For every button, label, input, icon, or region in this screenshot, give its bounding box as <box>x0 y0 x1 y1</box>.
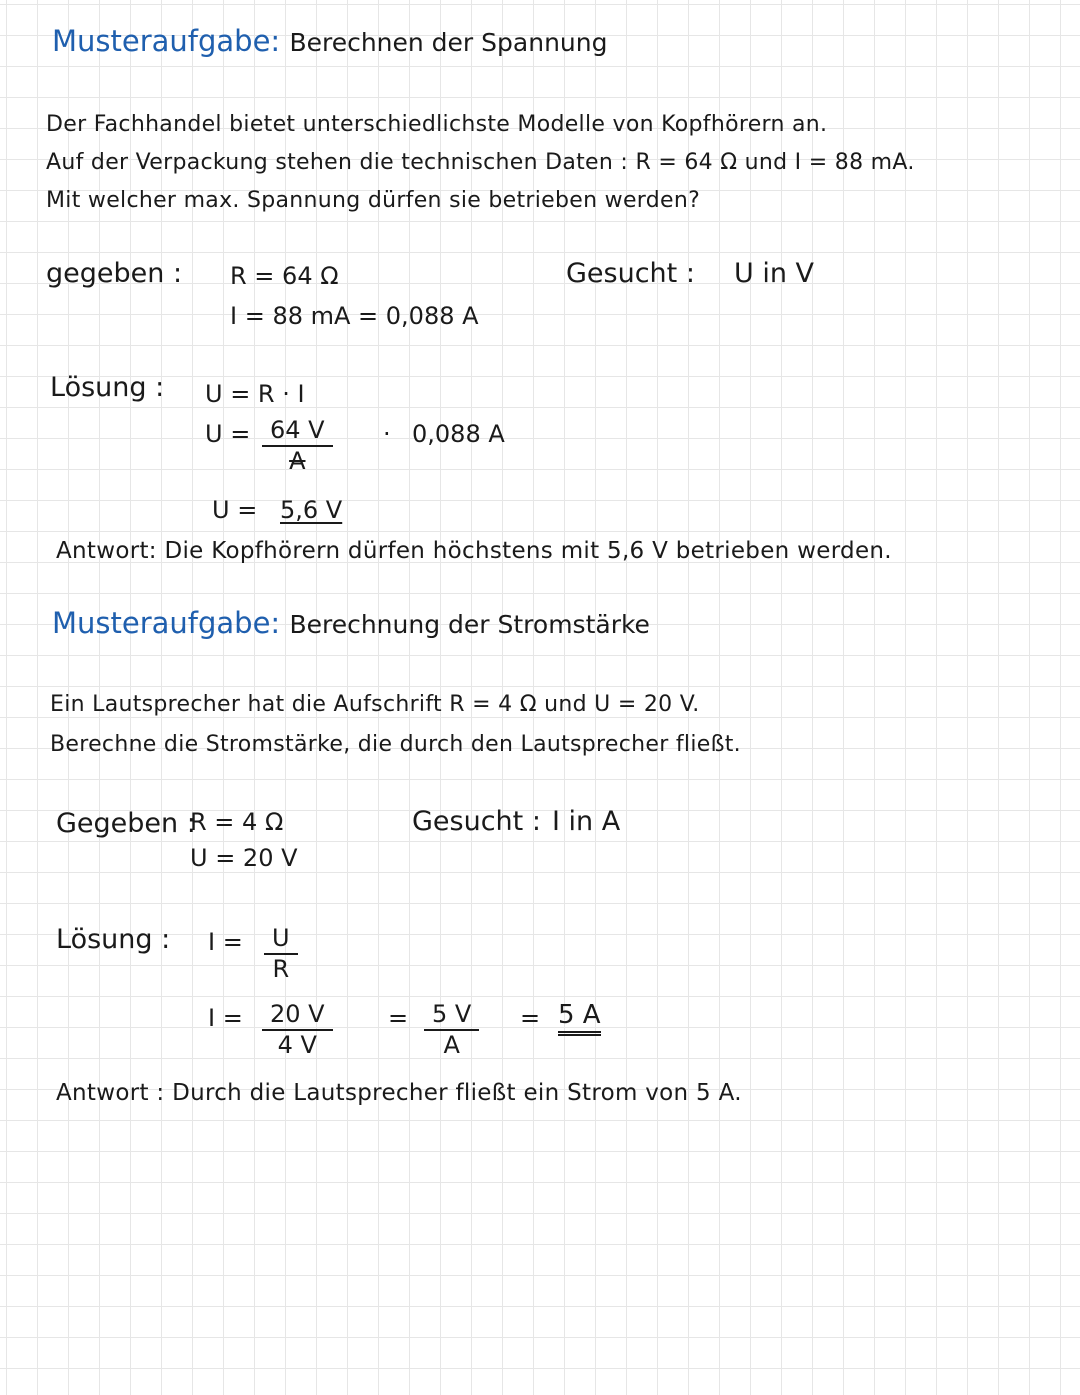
section2-problem-line-2: Berechne die Stromstärke, die durch den Lautsprecher fließt. <box>50 732 741 757</box>
section1-title <box>52 24 607 58</box>
section1-given-r: R = 64 Ω <box>230 262 339 290</box>
section1-calc-lhs: U = <box>205 420 251 448</box>
section2-problem-line-1: Ein Lautsprecher hat die Aufschrift R = 4 Ω und U = 20 V. <box>50 692 700 717</box>
section2-formula-lhs: I = <box>208 928 243 956</box>
section2-sought-value: I in A <box>552 806 621 837</box>
section2-answer-label: Antwort : <box>56 1080 165 1106</box>
section2-title <box>52 606 650 640</box>
section2-title-prefix: Musteraufgabe: <box>52 606 281 640</box>
section2-calc-numerator: 20 V <box>262 1000 333 1031</box>
section1-answer-label: Antwort: <box>56 538 157 564</box>
section2-eq2: = <box>520 1004 541 1032</box>
section2-formula-numerator: U <box>264 924 298 955</box>
section1-title-prefix: Musteraufgabe: <box>52 24 281 58</box>
section1-calc-factor: 0,088 A <box>412 420 505 448</box>
section2-formula-fraction <box>264 924 298 983</box>
section2-title-rest: Berechnung der Stromstärke <box>289 610 650 639</box>
section1-problem-line-1: Der Fachhandel bietet unterschiedlichste Modelle von Kopfhörern an. <box>46 112 828 137</box>
section1-problem-line-2: Auf der Verpackung stehen die technischen Daten : R = 64 Ω und I = 88 mA. <box>46 150 915 175</box>
section2-given-label: Gegeben : <box>56 808 196 839</box>
section2-calc2-numerator: 5 V <box>424 1000 479 1031</box>
section1-title-rest: Berechnen der Spannung <box>289 28 608 57</box>
section1-result-value: 5,6 V <box>280 496 343 524</box>
section2-given-u: U = 20 V <box>190 844 298 872</box>
section1-answer <box>56 538 892 564</box>
section2-calc-denominator: 4 V <box>277 1031 317 1059</box>
section1-calc-multiply: · <box>383 420 391 448</box>
section1-calc-fraction <box>262 416 333 475</box>
section1-problem-line-3: Mit welcher max. Spannung dürfen sie betrieben werden? <box>46 188 701 213</box>
section1-calc-denominator: A <box>289 447 306 475</box>
section1-sought-label: Gesucht : <box>566 258 695 289</box>
section2-calc-lhs: I = <box>208 1004 243 1032</box>
section2-answer-text: Durch die Lautsprecher fließt ein Strom von 5 A. <box>172 1080 742 1106</box>
section2-formula-denominator: R <box>272 955 290 983</box>
section2-answer <box>56 1080 742 1106</box>
section2-result-value: 5 A <box>558 1000 601 1036</box>
section1-result-lhs: U = <box>212 496 258 524</box>
section1-sought-value: U in V <box>734 258 815 289</box>
section2-given-r: R = 4 Ω <box>190 808 284 836</box>
section1-calc-numerator: 64 V <box>262 416 333 447</box>
section1-solution-label: Lösung : <box>50 372 165 403</box>
section1-given-label: gegeben : <box>46 258 183 289</box>
section1-given-i: I = 88 mA = 0,088 A <box>230 302 479 330</box>
section2-solution-label: Lösung : <box>56 924 171 955</box>
section2-sought-label: Gesucht : <box>412 806 541 837</box>
section2-calc2-fraction <box>424 1000 479 1059</box>
section1-formula: U = R · I <box>205 380 305 408</box>
section2-calc-fraction <box>262 1000 333 1059</box>
section2-eq1: = <box>388 1004 409 1032</box>
section1-answer-text: Die Kopfhörern dürfen höchstens mit 5,6 V betrieben werden. <box>164 538 892 564</box>
section2-calc2-denominator: A <box>443 1031 460 1059</box>
